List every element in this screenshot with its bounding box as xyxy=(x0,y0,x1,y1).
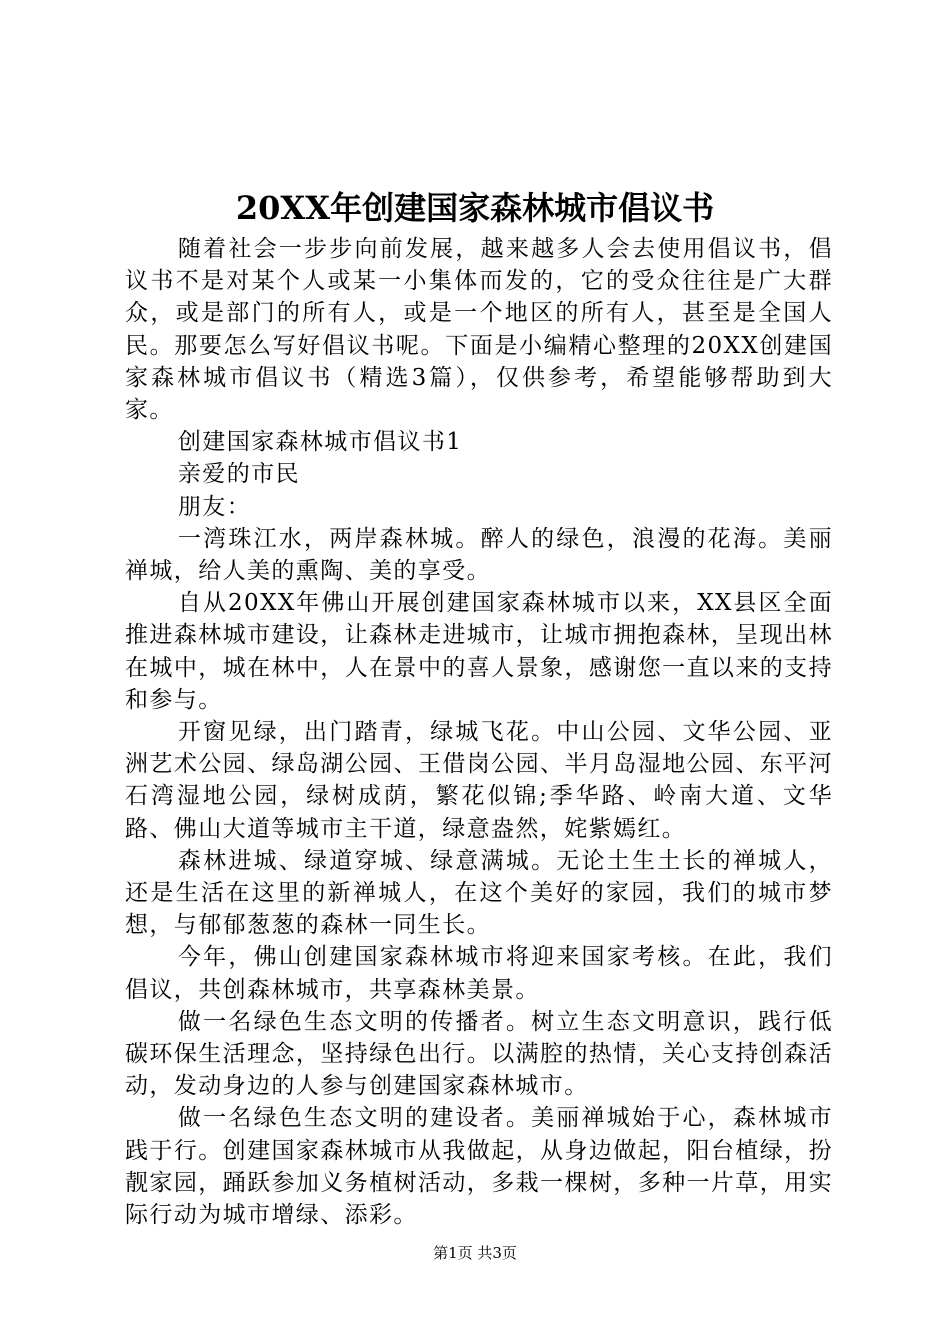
paragraph-since-foshan: 自从20XX年佛山开展创建国家森林城市以来，XX县区全面推进森林城市建设，让森林走进城市，让城市拥抱森林，呈现出林在城中，城在林中，人在景中的喜人景象，感谢您一直以来的支持和参与。 xyxy=(125,590,833,713)
paragraph-pearl-river: 一湾珠江水，两岸森林城。醉人的绿色，浪漫的花海。美丽禅城，给人美的熏陶、美的享受。 xyxy=(125,525,833,585)
paragraph-salutation-friends: 朋友： xyxy=(177,493,252,520)
page-footer: 第1页 共3页 xyxy=(433,1244,517,1262)
paragraph-parks: 开窗见绿，出门踏青，绿城飞花。中山公园、文华公园、亚洲艺术公园、绿岛湖公园、王借岗公园、半月岛湿地公园、东平河石湾湿地公园，绿树成荫，繁花似锦;季华路、岭南大道、文华路、佛山大道等城市主干道，绿意盎然，姹紫嫣红。 xyxy=(125,719,833,842)
paragraph-salutation: 亲爱的市民 xyxy=(177,461,300,488)
paragraph-intro: 随着社会一步步向前发展，越来越多人会去使用倡议书，倡议书不是对某个人或某一小集体而发的，它的受众往往是广大群众，或是部门的所有人，或是一个地区的所有人，甚至是全国人民。那要怎么写好倡议书呢。下面是小编精心整理的20XX创建国家森林城市倡议书（精选3篇），仅供参考，希望能够帮助到大家。 xyxy=(125,236,833,424)
paragraph-forest-city: 森林进城、绿道穿城、绿意满城。无论土生土长的禅城人，还是生活在这里的新禅城人，在这个美好的家园，我们的城市梦想，与郁郁葱葱的森林一同生长。 xyxy=(125,847,833,939)
paragraph-this-year: 今年，佛山创建国家森林城市将迎来国家考核。在此，我们倡议，共创森林城市，共享森林美景。 xyxy=(125,944,833,1003)
paragraph-section-heading: 创建国家森林城市倡议书1 xyxy=(177,429,463,456)
paragraph-builder: 做一名绿色生态文明的建设者。美丽禅城始于心，森林城市践于行。创建国家森林城市从我做起，从身边做起，阳台植绿，扮靓家园，踊跃参加义务植树活动，多栽一棵树，多种一片草，用实际行动为城市增绿、添彩。 xyxy=(125,1105,833,1229)
document-body xyxy=(125,233,833,1231)
document-title: 20XX年创建国家森林城市倡议书 xyxy=(235,189,715,227)
paragraph-communicator: 做一名绿色生态文明的传播者。树立生态文明意识，践行低碳环保生活理念，坚持绿色出行。以满腔的热情，关心支持创森活动，发动身边的人参与创建国家森林城市。 xyxy=(125,1008,833,1100)
